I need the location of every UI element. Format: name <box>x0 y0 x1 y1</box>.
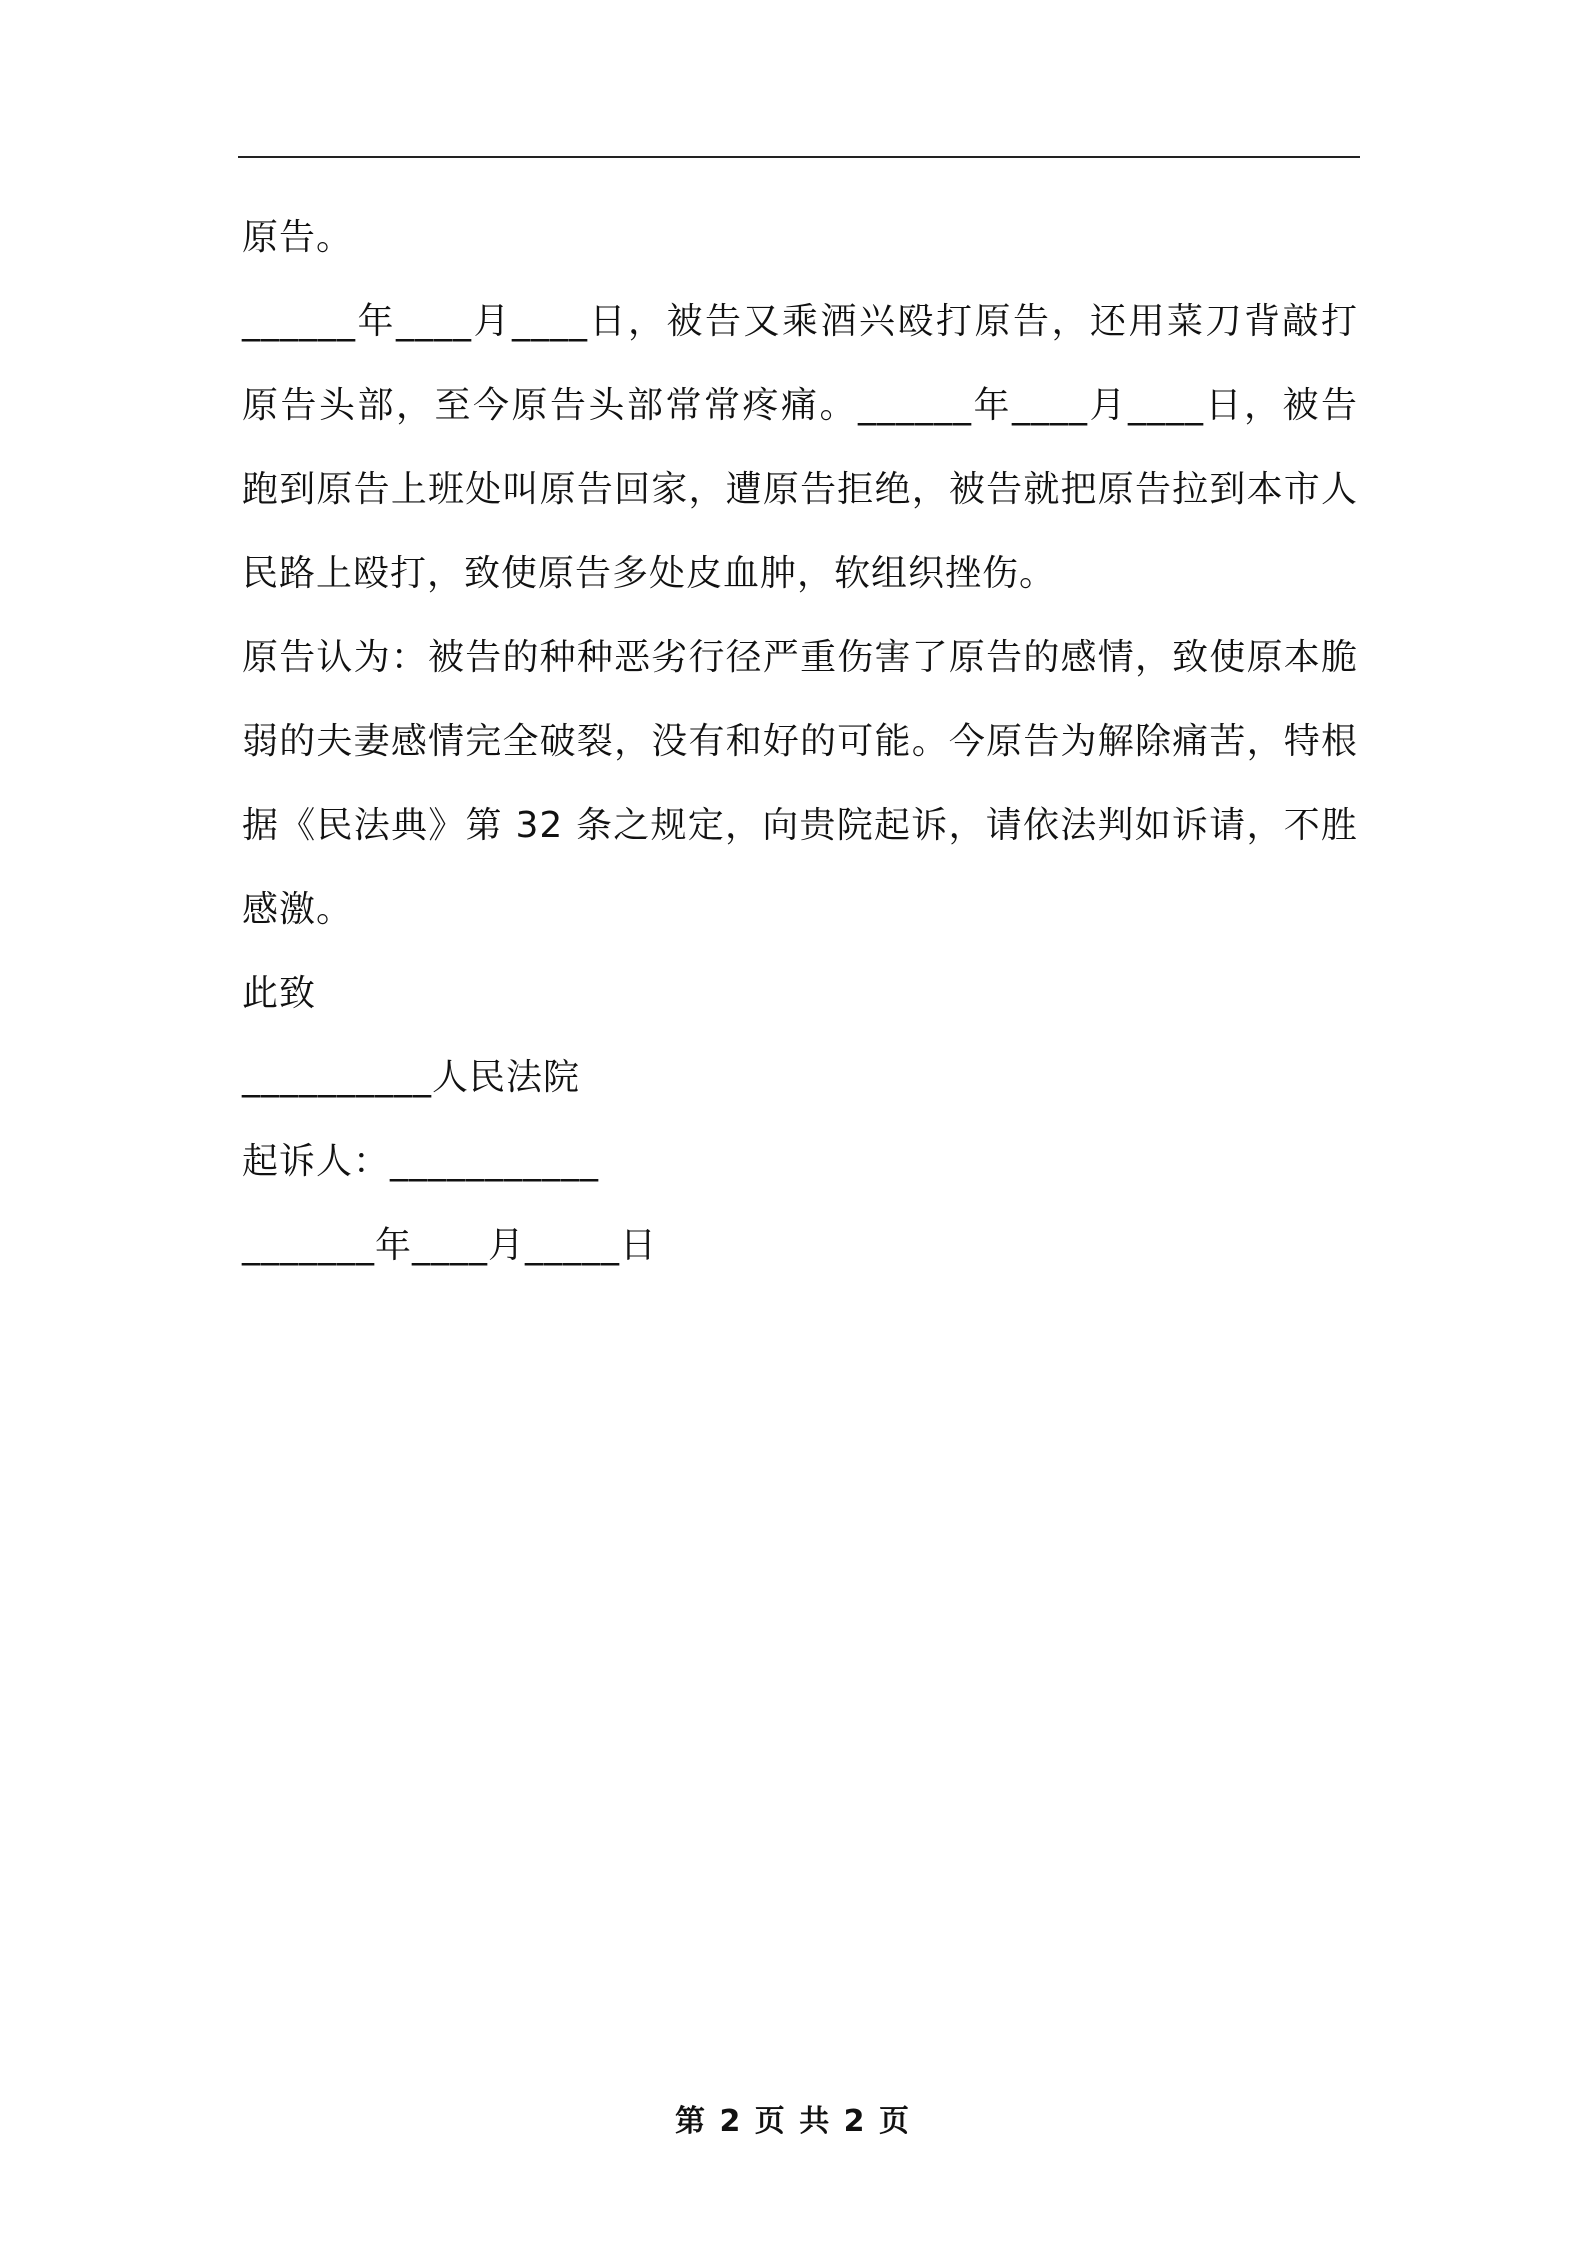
date-line: _______年____月_____日 <box>242 1225 658 1266</box>
header-rule <box>238 156 1360 158</box>
court-name-line: __________人民法院 <box>242 1057 581 1098</box>
document-body <box>242 196 1358 1288</box>
page-number-footer: 第 2 页 共 2 页 <box>675 2104 911 2139</box>
paragraph-continuation: 原告。 <box>242 217 354 258</box>
plaintiff-signature-line: 起诉人：___________ <box>242 1141 600 1182</box>
paragraph-plaintiff-claim: 原告认为：被告的种种恶劣行径严重伤害了原告的感情，致使原本脆弱的夫妻感情完全破裂，没有和好的可能。今原告为解除痛苦，特根据《民法典》第 32 条之规定，向贵院起诉，请依法判如诉请，不胜感激。 <box>242 637 1358 930</box>
closing-salutation: 此致 <box>242 973 317 1014</box>
paragraph-assault-events: ______年____月____日，被告又乘酒兴殴打原告，还用菜刀背敲打原告头部，至今原告头部常常疼痛。______年____月____日，被告跑到原告上班处叫原告回家，遭原告拒绝，被告就把原告拉到本市人民路上殴打，致使原告多处皮血肿，软组织挫伤。 <box>242 301 1358 594</box>
